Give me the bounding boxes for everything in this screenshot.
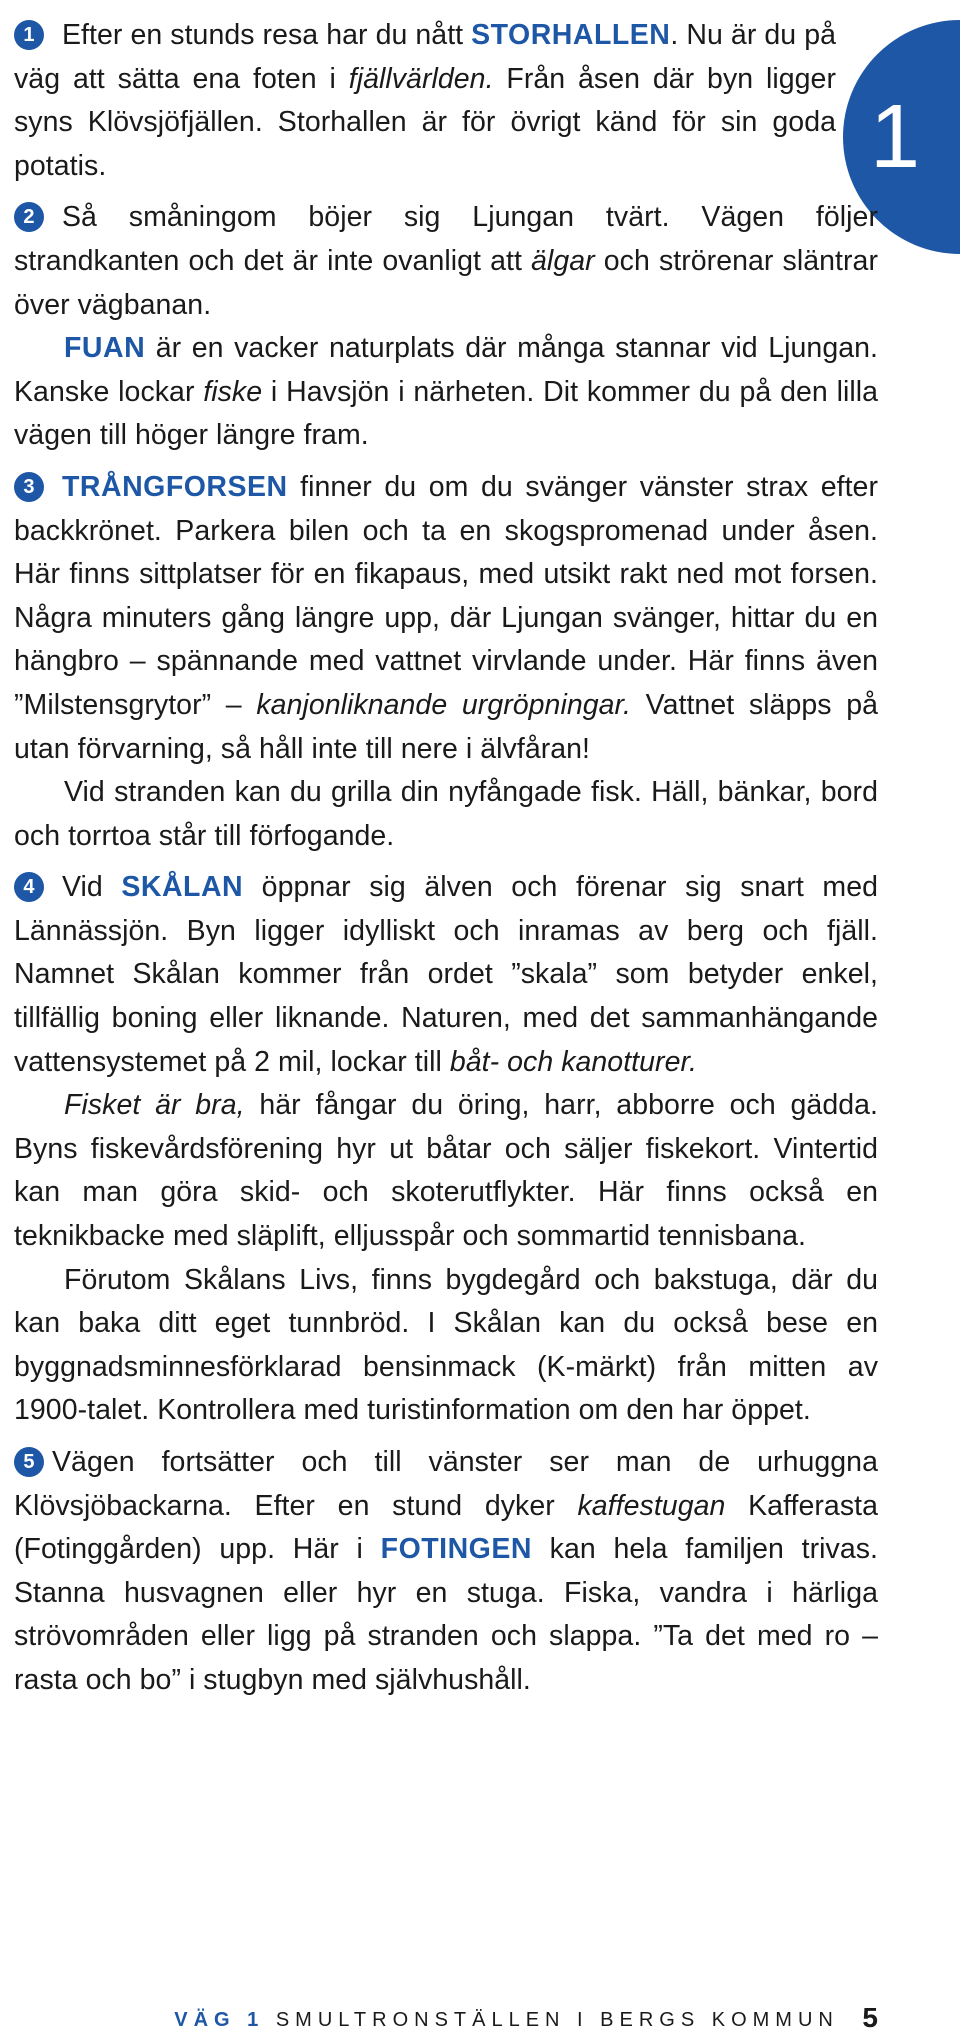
place-trangforsen: TRÅNGFORSEN bbox=[62, 470, 288, 503]
article-body bbox=[14, 14, 878, 1703]
footer-road: VÄG 1 bbox=[174, 2009, 265, 2031]
place-skalan: SKÅLAN bbox=[121, 871, 244, 904]
section-3: 3 TRÅNGFORSEN finner du om du svänger vänster strax efter backkrönet. Parkera bilen och ta en skogspromenad under åsen. Här finns sittplatser för en fikapaus, med utsikt rakt ned mot forsen. Några minuters gång längre upp, där Ljungan svänger, hittar du en hängbro – spännande med vattnet virvlande under. Här finns även ”Milstensgrytor” – kanjonliknande urgröpningar. Vattnet släpps på utan förvarning, så håll inte till nere i älvfåran! bbox=[14, 470, 878, 765]
place-storhallen: STORHALLEN bbox=[471, 19, 671, 51]
place-fuan: FUAN bbox=[64, 332, 146, 365]
section-badge-5: 5 bbox=[14, 1447, 44, 1477]
footer-title: SMULTRONSTÄLLEN I BERGS KOMMUN bbox=[275, 2009, 839, 2031]
section-badge-3: 3 bbox=[14, 472, 44, 502]
section-2: 2 Så småningom böjer sig Ljungan tvärt. Vägen följer strandkanten och det är inte ovanligt att älgar och strörenar släntrar över vägbanan. bbox=[14, 201, 878, 321]
section-5: 5 Vägen fortsätter och till vänster ser man de urhuggna Klövsjöbackarna. Efter en stund dyker kaffestugan Kafferasta (Fotinggården) upp. Här i FOTINGEN kan hela familjen trivas. Stanna husvagnen eller hyr en stuga. Fiska, vandra i härliga strövområden eller ligg på stranden och slappa. ”Ta det med ro – rasta och bo” i stugbyn med självhushåll. bbox=[14, 1446, 878, 1696]
page-number: 5 bbox=[862, 2002, 878, 2033]
section-4-village: Förutom Skålans Livs, finns bygdegård och bakstuga, där du kan baka ditt eget tunnbröd. I Skålan kan du också bese en byggnadsminnesförklarad bensinmack (K-märkt) från mitten av 1900-talet. Kontrollera med turistinformation om den har öppet. bbox=[14, 1263, 878, 1427]
section-2-fuan: FUAN är en vacker naturplats där många stannar vid Ljungan. Kanske lockar fiske i Havsjön i närheten. Dit kommer du på den lilla vägen till höger längre fram. bbox=[14, 332, 878, 452]
page-footer bbox=[174, 2002, 878, 2034]
section-4: 4 Vid SKÅLAN öppnar sig älven och förenar sig snart med Lännässjön. Byn ligger idylliskt och inramas av berg och fjäll. Namnet Skålan kommer från ordet ”skala” som betyder enkel, tillfällig boning eller liknande. Naturen, med det sammanhängande vattensystemet på 2 mil, lockar till båt- och kanotturer. bbox=[14, 871, 878, 1078]
section-badge-1: 1 bbox=[14, 20, 44, 50]
section-1: 1 Efter en stunds resa har du nått STORHALLEN. Nu är du på väg att sätta ena foten i fjällvärlden. Från åsen där byn ligger syns Klövsjöfjällen. Storhallen är för övrigt känd för sin goda potatis. bbox=[14, 19, 836, 182]
section-badge-2: 2 bbox=[14, 202, 44, 232]
section-4-fishing: Fisket är bra, här fångar du öring, harr, abborre och gädda. Byns fiskevårdsförening hyr ut båtar och säljer fiskekort. Vintertid kan man göra skid- och skoterutflykter. Här finns också en teknikbacke med släplift, elljusspår och sommartid tennisbana. bbox=[14, 1089, 878, 1253]
place-fotingen: FOTINGEN bbox=[380, 1533, 532, 1566]
section-3-grill: Vid stranden kan du grilla din nyfångade fisk. Häll, bänkar, bord och torrtoa står till förfogande. bbox=[14, 776, 878, 852]
section-badge-4: 4 bbox=[14, 872, 44, 902]
chapter-number: 1 bbox=[869, 87, 921, 187]
